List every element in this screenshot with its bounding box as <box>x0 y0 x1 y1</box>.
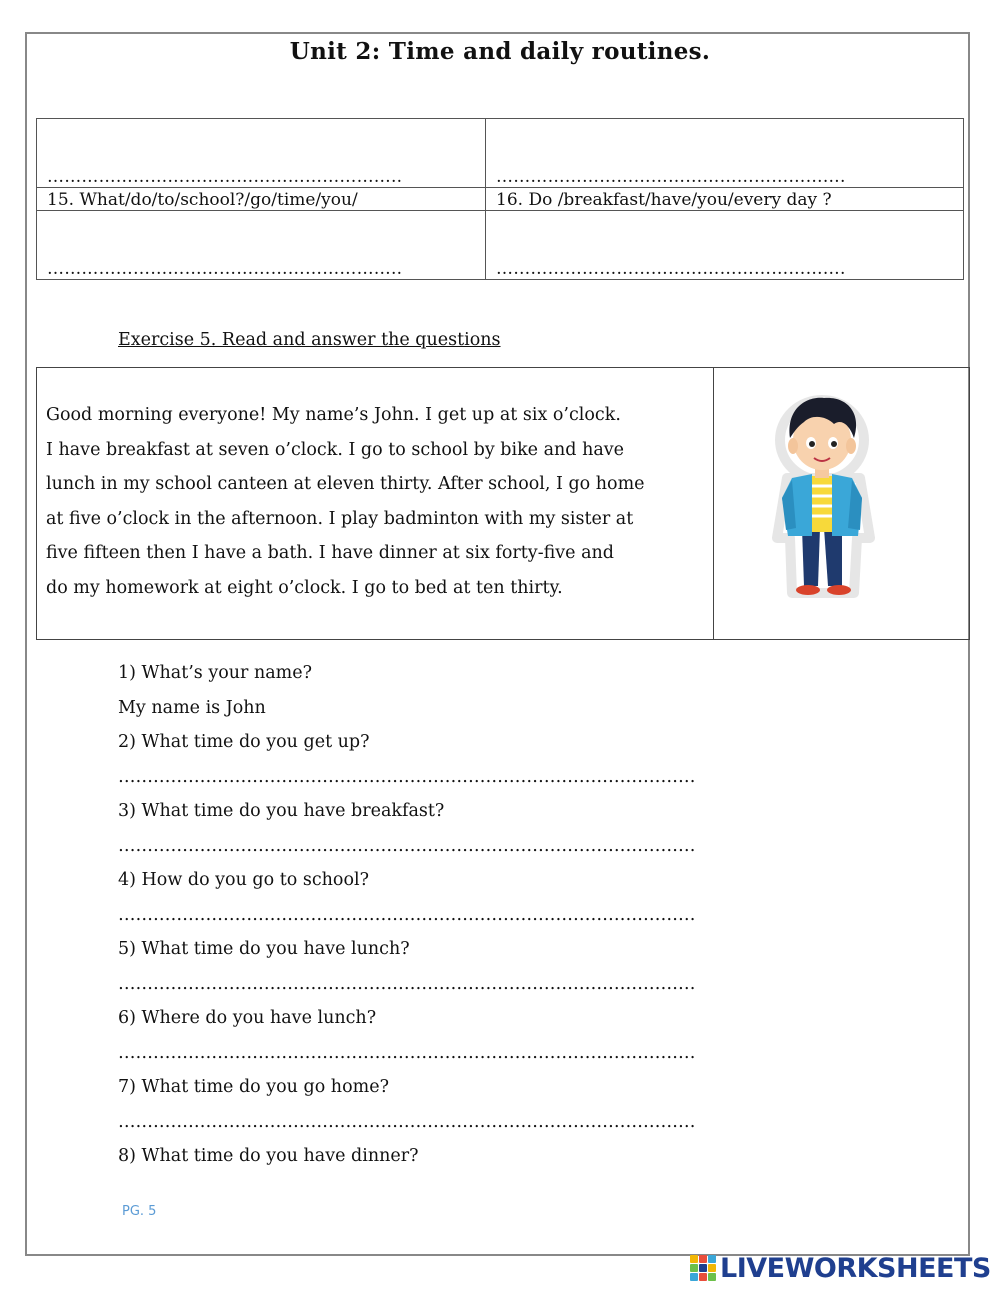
question: 3) What time do you have breakfast? <box>118 801 445 821</box>
brand-logo <box>690 1253 991 1283</box>
passage-line: Good morning everyone! My name’s John. I get up at six o’clock. <box>46 405 621 425</box>
question-table <box>36 118 964 280</box>
reading-passage <box>46 398 706 605</box>
answer-16-blank[interactable]: ……………………………………………………. <box>486 211 964 280</box>
column-divider <box>713 368 714 639</box>
question: 6) Where do you have lunch? <box>118 1008 377 1028</box>
answer-blank[interactable]: ……………………………………………………………………………………… <box>118 766 696 787</box>
boy-illustration <box>762 388 932 603</box>
answer-blank[interactable]: ……………………………………………………………………………………… <box>118 973 696 994</box>
eye <box>831 441 837 447</box>
passage-line: at five o’clock in the afternoon. I play badminton with my sister at <box>46 508 634 529</box>
answer-blank[interactable]: ……………………………………………………………………………………… <box>118 835 696 856</box>
passage-line: lunch in my school canteen at eleven thirty. After school, I go home <box>46 474 645 494</box>
passage-line: do my homework at eight o’clock. I go to bed at ten thirty. <box>46 577 563 598</box>
question: 2) What time do you get up? <box>118 732 370 752</box>
page-title: Unit 2: Time and daily routines. <box>289 38 711 65</box>
logo-icon <box>690 1255 716 1281</box>
eye <box>809 441 815 447</box>
answer-blank-cell[interactable]: …………………………………………………….. <box>37 119 486 188</box>
reading-box <box>36 367 970 640</box>
question-list <box>118 656 696 1174</box>
question: 7) What time do you go home? <box>118 1077 389 1097</box>
passage-line: five fifteen then I have a bath. I have dinner at six forty-five and <box>46 543 614 563</box>
question: 4) How do you go to school? <box>118 870 369 890</box>
answer-blank[interactable]: ……………………………………………………………………………………… <box>118 904 696 925</box>
question: 8) What time do you have dinner? <box>118 1146 419 1166</box>
shoe <box>827 585 851 595</box>
answer-blank-cell[interactable]: ……………………………………………………. <box>486 119 964 188</box>
prompt-16: 16. Do /breakfast/have/you/every day ? <box>486 188 964 211</box>
question: 1) What’s your name? <box>118 663 313 683</box>
passage-line: I have breakfast at seven o’clock. I go to school by bike and have <box>46 439 625 460</box>
answer-15-blank[interactable]: …………………………………………………….. <box>37 211 486 280</box>
question: 5) What time do you have lunch? <box>118 939 410 959</box>
answer-blank[interactable]: ……………………………………………………………………………………… <box>118 1111 696 1132</box>
shoe <box>796 585 820 595</box>
leg <box>802 528 820 586</box>
exercise-heading: Exercise 5. Read and answer the questions <box>118 330 501 350</box>
brand-name: LIVEWORKSHEETS <box>720 1252 991 1284</box>
answer-text: My name is John <box>118 697 266 718</box>
shirt <box>810 476 834 532</box>
page-number: PG. 5 <box>122 1204 157 1219</box>
prompt-15: 15. What/do/to/school?/go/time/you/ <box>37 188 486 211</box>
answer-blank[interactable]: ……………………………………………………………………………………… <box>118 1042 696 1063</box>
